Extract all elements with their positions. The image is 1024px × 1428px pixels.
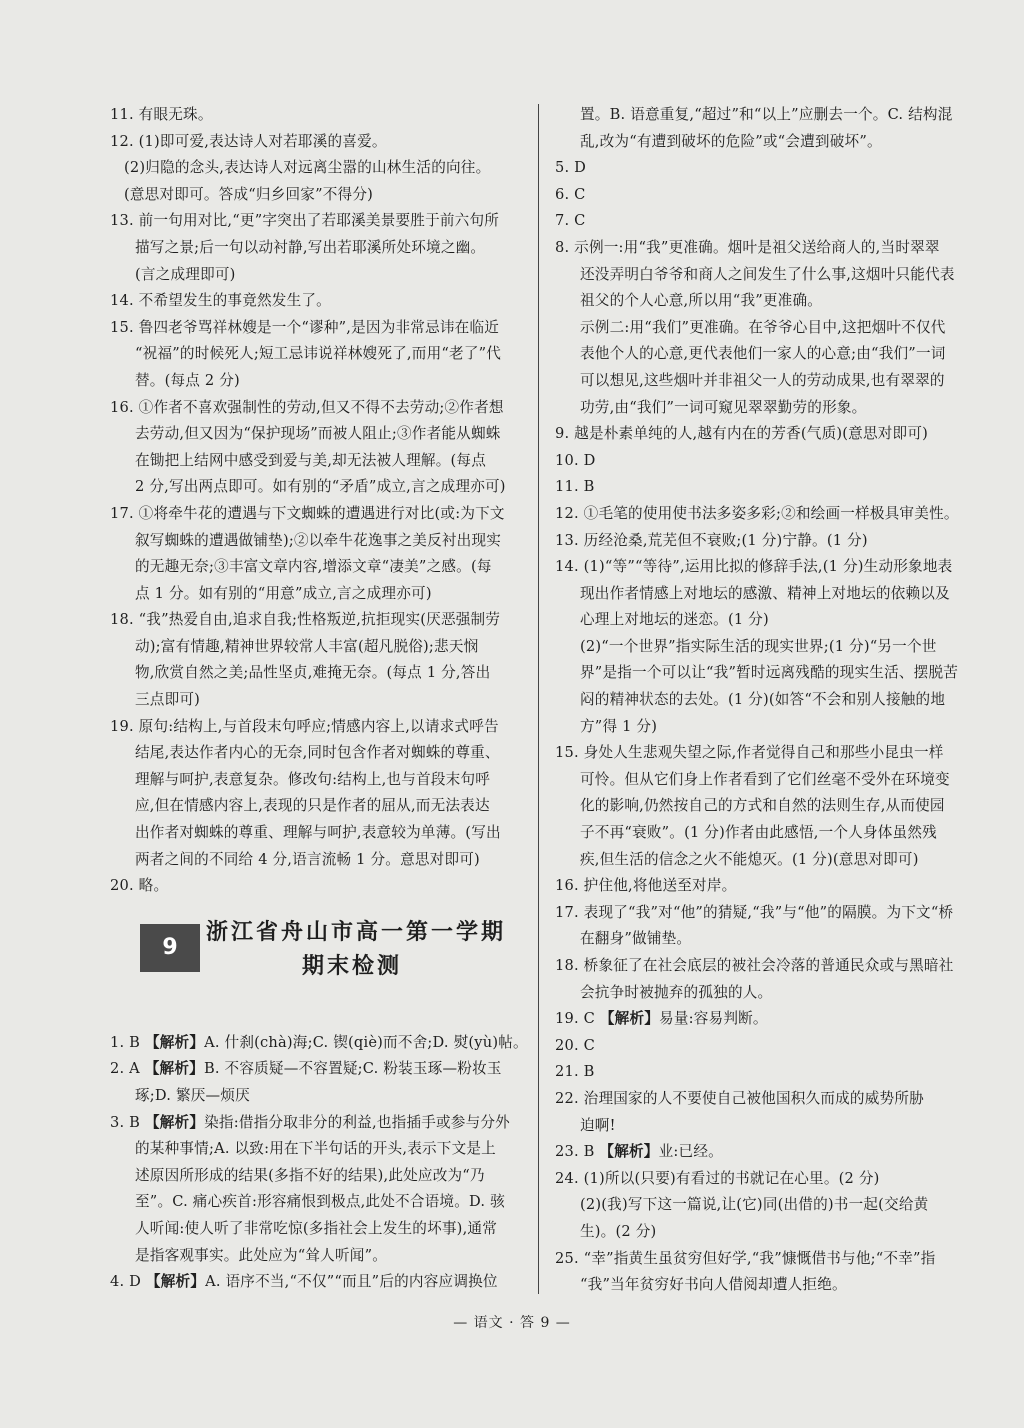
answer-line: 在锄把上结网中感受到爱与美,却无法被人理解。(每点	[135, 451, 486, 469]
answer-item	[555, 953, 975, 1006]
answer-line: 化的影响,仍然按自己的方式和自然的法则生存,从而使园	[580, 797, 945, 815]
answer-line: 8. 示例一:用“我”更准确。烟叶是祖父送给商人的,当时翠翠	[555, 238, 940, 256]
answer-item	[110, 315, 522, 395]
answer-line: 11. B	[555, 478, 595, 496]
answer-line: (2)归隐的念头,表达诗人对远离尘嚣的山林生活的向往。	[124, 159, 491, 177]
section-title-line1: 浙江省舟山市高一第一学期	[206, 919, 507, 945]
answer-item	[555, 634, 975, 740]
analysis-label: 【解析】	[144, 1060, 204, 1078]
answer-item	[110, 501, 522, 607]
analysis-label: 【解析】	[144, 1113, 205, 1131]
answer-line: 述原因所形成的结果(多指不好的结果),此处应改为“乃	[135, 1166, 485, 1184]
answer-line: 9. 越是朴素单纯的人,越有内在的芳香(气质)(意思对即可)	[555, 425, 929, 443]
answer-item	[555, 474, 975, 501]
answer-line: 表他个人的心意,更代表他们一家人的心意;由“我们”一词	[580, 345, 946, 363]
answer-line: 置。B. 语意重复,“超过”和“以上”应删去一个。C. 结构混	[580, 106, 953, 123]
answer-line: 15. 身处人生悲观失望之际,作者觉得自己和那些小昆虫一样	[555, 744, 944, 762]
answer-line: 20. C	[555, 1036, 596, 1054]
answer-line: 16. ①作者不喜欢强制性的劳动,但又不得不去劳动;②作者想	[110, 398, 504, 416]
answer-item	[555, 501, 975, 528]
answer-line: 乱,改为“有遭到破坏的危险”或“会遭到破坏”。	[580, 132, 882, 150]
answer-choice: 2. A	[110, 1060, 145, 1078]
answer-item	[555, 208, 975, 235]
answer-line: 17. 表现了“我”对“他”的猜疑,“我”与“他”的隔膜。为下文“桥	[555, 903, 954, 921]
answer-choice: 3. B	[110, 1113, 145, 1131]
answer-line: 17. ①将牵牛花的遭遇与下文蜘蛛的遭遇进行对比(或:为下文	[110, 504, 505, 522]
answer-item	[555, 1006, 975, 1033]
answer-line: (言之成理即可)	[135, 265, 236, 283]
answer-item	[555, 102, 975, 155]
answer-item	[110, 129, 522, 156]
answer-item	[110, 1110, 522, 1270]
answer-list-section9-left	[110, 1030, 528, 1296]
answer-line: 22. 治理国家的人不要使自己被他国积久而成的威势所胁	[555, 1089, 924, 1107]
answer-line: 13. 前一句用对比,“更”字突出了若耶溪美景要胜于前六句所	[110, 212, 500, 230]
answer-choice: 4. D	[110, 1273, 146, 1291]
answer-line: 14. (1)“等”“等待”,运用比拟的修辞手法,(1 分)生动形象地表	[555, 558, 953, 576]
answer-item	[555, 1166, 975, 1193]
analysis-label: 【解析】	[599, 1143, 659, 1161]
analysis-text: B. 不容质疑—不容置疑;C. 粉装玉琢—粉妆玉	[203, 1060, 502, 1078]
answer-line: 功劳,由“我们”一词可窥见翠翠勤劳的形象。	[580, 398, 867, 416]
answer-line: 10. D	[555, 451, 596, 469]
analysis-text: 业:已经。	[658, 1143, 723, 1161]
answer-item	[110, 1030, 528, 1057]
answer-line: 20. 略。	[110, 877, 169, 895]
answer-line: 在翻身”做铺垫。	[580, 930, 692, 948]
answer-line: 可以想见,这些烟叶并非祖父一人的劳动成果,也有翠翠的	[580, 371, 945, 389]
answer-line: 的无趣无奈;③丰富文章内容,增添文章“凄美”之感。(每	[135, 558, 492, 576]
analysis-label: 【解析】	[144, 1033, 205, 1051]
answer-line: 还没弄明白爷爷和商人之间发生了什么事,这烟叶只能代表	[580, 265, 955, 283]
answer-line: 11. 有眼无珠。	[110, 106, 213, 123]
left-column	[110, 102, 528, 1296]
answer-line: 现出作者情感上对地坛的感激、精神上对地坛的依赖以及	[580, 584, 950, 602]
answer-line: 三点即可)	[135, 691, 201, 709]
answer-line: (2)(我)写下这一篇说,让(它)同(出借的)书一起(交给黄	[580, 1196, 929, 1214]
answer-line: 闷的精神状态的去处。(1 分)(如答“不会和别人接触的地	[580, 691, 946, 709]
answer-line: “祝福”的时候死人;短工忌讳说祥林嫂死了,而用“老了”代	[135, 345, 502, 363]
answer-line: 叙写蜘蛛的遭遇做铺垫);②以牵牛花逸事之美反衬出现实	[135, 531, 502, 549]
answer-item	[555, 448, 975, 475]
answer-line: 方”得 1 分)	[580, 717, 658, 735]
answer-line: 人听闻:使人听了非常吃惊(多指社会上发生的坏事),通常	[135, 1219, 498, 1237]
answer-line: 是指客观事实。此处应为“耸人听闻”。	[135, 1246, 388, 1264]
answer-item	[555, 740, 975, 873]
answer-line: 结尾,表达作者内心的无奈,同时包含作者对蜘蛛的尊重、	[135, 744, 500, 762]
answer-item	[555, 554, 975, 634]
answer-line: 24. (1)所以(只要)有看过的书就记在心里。(2 分)	[555, 1169, 880, 1187]
page-footer: — 语文 · 答 9 —	[453, 1315, 571, 1331]
answer-line: 12. ①毛笔的使用使书法多姿多彩;②和绘画一样极具审美性。	[555, 504, 959, 522]
answer-line: “我”当年贫穷好书向人借阅却遭人拒绝。	[580, 1276, 847, 1294]
answer-item	[555, 315, 975, 421]
answer-choice: 19. C	[555, 1010, 600, 1028]
answer-item	[555, 155, 975, 182]
answer-line: 13. 历经沧桑,荒芜但不衰败;(1 分)宁静。(1 分)	[555, 531, 868, 549]
answer-item	[555, 900, 975, 953]
answer-item	[555, 1059, 975, 1086]
analysis-label: 【解析】	[145, 1273, 206, 1291]
answer-line	[110, 1269, 522, 1296]
answer-line: (2)“一个世界”指实际生活的现实世界;(1 分)“另一个世	[580, 637, 937, 655]
answer-line	[110, 1056, 522, 1083]
analysis-text: 染指:借指分取非分的利益,也指插手或参与分外	[204, 1113, 510, 1131]
answer-line: 去劳动,但又因为“保护现场”而被人阻止;③作者能从蜘蛛	[135, 425, 501, 443]
answer-item	[555, 182, 975, 209]
answer-line: 界”是指一个可以让“我”暂时远离残酷的现实生活、摆脱苦	[580, 664, 959, 682]
answer-line	[555, 1139, 975, 1166]
answer-item	[110, 1269, 522, 1296]
answer-choice: 1. B	[110, 1033, 145, 1051]
column-divider	[538, 104, 539, 1294]
answer-item	[555, 1086, 975, 1139]
answer-line: 可怜。但从它们身上作者看到了它们丝毫不受外在环境变	[580, 770, 950, 788]
section-number-badge: 9	[140, 924, 200, 972]
answer-line	[110, 1110, 522, 1137]
answer-line: 出作者对蜘蛛的尊重、理解与呵护,表意较为单薄。(写出	[135, 824, 501, 842]
answer-item	[110, 208, 522, 288]
answer-choice: 23. B	[555, 1143, 600, 1161]
answer-item	[555, 1139, 975, 1166]
answer-item	[110, 155, 522, 208]
answer-line: 应,但在情感内容上,表现的只是作者的屈从,而无法表达	[135, 797, 490, 815]
answer-line: 物,欣赏自然之美;品性坚贞,难掩无奈。(每点 1 分,答出	[135, 664, 491, 682]
answer-line: 迫啊!	[580, 1116, 616, 1134]
answer-line: 点 1 分。如有别的“用意”成立,言之成理亦可)	[135, 584, 432, 602]
answer-line: 子不再“衰败”。(1 分)作者由此感悟,一个人身体虽然残	[580, 824, 937, 842]
answer-item	[110, 607, 522, 713]
answer-line: 12. (1)即可爱,表达诗人对若耶溪的喜爱。	[110, 132, 387, 150]
answer-item	[555, 1192, 975, 1245]
answer-line: 至”。C. 痛心疾首:形容痛恨到极点,此处不合语境。D. 骇	[135, 1193, 505, 1211]
answer-item	[110, 714, 522, 874]
answer-item	[110, 1056, 522, 1109]
answer-line: 5. D	[555, 159, 587, 177]
analysis-text: A. 什刹(chà)海;C. 锲(qiè)而不舍;D. 熨(yù)帖。	[204, 1033, 528, 1051]
answer-line: 的某种事情;A. 以致:用在下半句话的开头,表示下文是上	[135, 1140, 496, 1158]
answer-item	[555, 528, 975, 555]
section-header	[110, 916, 522, 1022]
answer-line	[555, 1006, 975, 1033]
answer-line: 心理上对地坛的迷恋。(1 分)	[580, 611, 769, 629]
answer-line: 14. 不希望发生的事竟然发生了。	[110, 292, 331, 310]
answer-line: 疾,但生活的信念之火不能熄灭。(1 分)(意思对即可)	[580, 850, 919, 868]
answer-line	[110, 1030, 528, 1057]
answer-item	[555, 1246, 975, 1299]
analysis-text: 易量:容易判断。	[659, 1010, 768, 1028]
answer-line: 两者之间的不同给 4 分,语言流畅 1 分。意思对即可)	[135, 850, 480, 868]
answer-item	[555, 1033, 975, 1060]
answer-line: 7. C	[555, 212, 586, 230]
answer-list-continued	[110, 102, 522, 900]
analysis-text: A. 语序不当,“不仅”“而且”后的内容应调换位	[205, 1273, 498, 1291]
answer-line: 示例二:用“我们”更准确。在爷爷心目中,这把烟叶不仅代	[580, 318, 946, 336]
answer-item	[110, 873, 522, 900]
answer-line: 会抗争时被抛弃的孤独的人。	[580, 983, 773, 1001]
answer-line: 琢;D. 繁厌—烦厌	[135, 1087, 250, 1104]
answer-line: 16. 护住他,将他送至对岸。	[555, 877, 737, 895]
analysis-label: 【解析】	[599, 1010, 660, 1028]
section-title-line2: 期末检测	[302, 953, 403, 979]
answer-item	[555, 235, 975, 315]
answer-line: 19. 原句:结构上,与首段末句呼应;情感内容上,以请求式呼告	[110, 717, 499, 735]
answer-item	[110, 395, 522, 501]
answer-line: 描写之景;后一句以动衬静,写出若耶溪所处环境之幽。	[135, 238, 486, 256]
answer-line: 25. “幸”指黄生虽贫穷但好学,“我”慷慨借书与他;“不幸”指	[555, 1249, 936, 1267]
answer-line: 替。(每点 2 分)	[135, 371, 240, 389]
answer-line: 6. C	[555, 185, 586, 203]
answer-item	[110, 102, 522, 129]
answer-line: 祖父的个人心意,所以用“我”更准确。	[580, 292, 823, 310]
answer-line: 生)。(2 分)	[580, 1222, 657, 1240]
answer-line: 21. B	[555, 1063, 595, 1081]
answer-line: (意思对即可。答成“归乡回家”不得分)	[124, 185, 374, 203]
answer-line: 理解与呵护,表意复杂。修改句:结构上,也与首段末句呼	[135, 770, 491, 788]
answer-item	[110, 288, 522, 315]
answer-line: 18. “我”热爱自由,追求自我;性格叛逆,抗拒现实(厌恶强制劳	[110, 611, 501, 629]
right-column	[555, 102, 975, 1299]
answer-item	[555, 421, 975, 448]
answer-item	[555, 873, 975, 900]
answer-list-section9-right	[555, 102, 975, 1299]
answer-line: 2 分,写出两点即可。如有别的“矛盾”成立,言之成理亦可)	[135, 478, 506, 496]
answer-line: 18. 桥象征了在社会底层的被社会冷落的普通民众或与黑暗社	[555, 957, 954, 974]
answer-line: 动);富有情趣,精神世界较常人丰富(超凡脱俗);悲天悯	[135, 637, 479, 655]
answer-line: 15. 鲁四老爷骂祥林嫂是一个“谬种”,是因为非常忌讳在临近	[110, 318, 500, 336]
